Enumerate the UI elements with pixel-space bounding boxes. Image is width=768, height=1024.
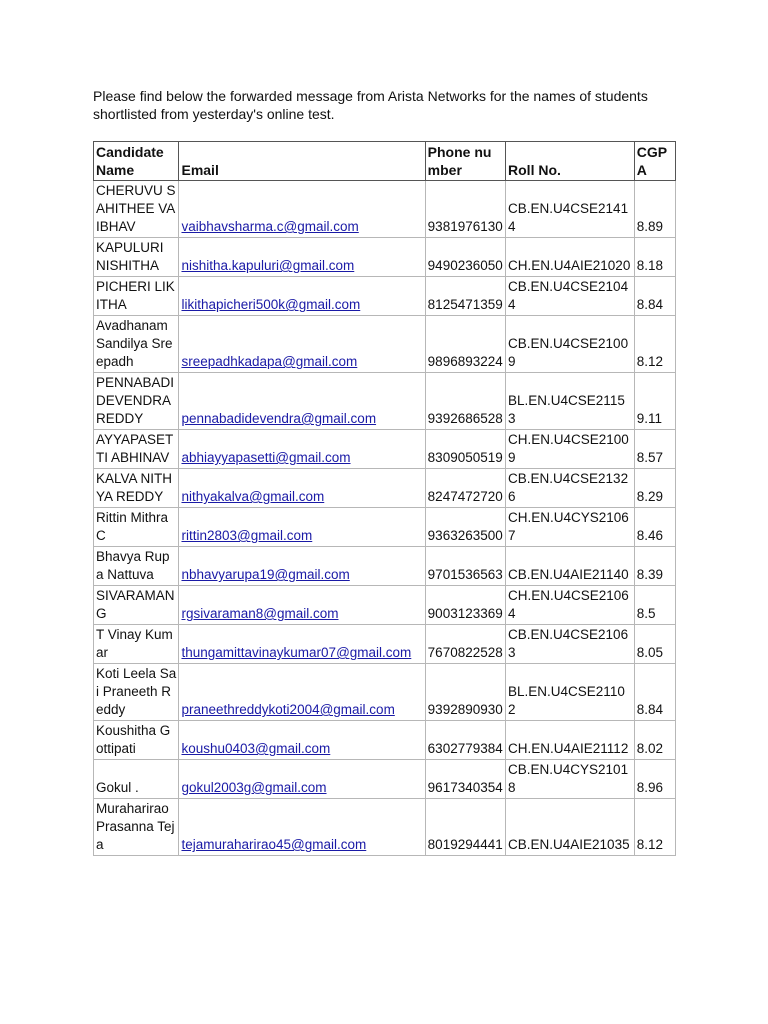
roll-number: CB.EN.U4CSE21326 <box>506 469 635 508</box>
cgpa-value: 8.12 <box>634 316 675 373</box>
table-row <box>94 430 676 469</box>
email-link[interactable]: nithyakalva@gmail.com <box>181 489 325 504</box>
roll-number: CH.EN.U4CSE21064 <box>506 586 635 625</box>
header-roll-no: Roll No. <box>506 142 635 181</box>
roll-number: CB.EN.U4AIE21035 <box>506 799 635 856</box>
cgpa-value: 8.02 <box>634 721 675 760</box>
table-row <box>94 625 676 664</box>
table-row <box>94 547 676 586</box>
roll-number: CB.EN.U4CYS21018 <box>506 760 635 799</box>
table-row <box>94 760 676 799</box>
table-row <box>94 586 676 625</box>
email-link[interactable]: praneethreddykoti2004@gmail.com <box>181 702 395 717</box>
table-row <box>94 277 676 316</box>
intro-text: Please find below the forwarded message from Arista Networks for the names of students shortlisted from yesterday's online test. <box>93 88 648 122</box>
phone-number: 9381976130 <box>425 181 505 238</box>
candidate-name: KALVA NITHYA REDDY <box>94 469 179 508</box>
candidate-name: T Vinay Kumar <box>94 625 179 664</box>
shortlist-table <box>93 141 676 856</box>
cgpa-value: 8.5 <box>634 586 675 625</box>
email-link[interactable]: likithapicheri500k@gmail.com <box>181 297 361 312</box>
cgpa-value: 8.84 <box>634 664 675 721</box>
header-phone-number: Phone number <box>425 142 505 181</box>
candidate-name: PICHERI LIKITHA <box>94 277 179 316</box>
cgpa-value: 8.46 <box>634 508 675 547</box>
cgpa-value: 8.39 <box>634 547 675 586</box>
phone-number: 8125471359 <box>425 277 505 316</box>
phone-number: 9363263500 <box>425 508 505 547</box>
table-row <box>94 316 676 373</box>
candidate-name: KAPULURI NISHITHA <box>94 238 179 277</box>
email-link[interactable]: vaibhavsharma.c@gmail.com <box>181 219 359 234</box>
table-row <box>94 664 676 721</box>
email-link[interactable]: gokul2003g@gmail.com <box>181 780 327 795</box>
roll-number: CB.EN.U4CSE21414 <box>506 181 635 238</box>
table-row <box>94 799 676 856</box>
cgpa-value: 8.84 <box>634 277 675 316</box>
cgpa-value: 8.57 <box>634 430 675 469</box>
email-link[interactable]: tejamuraharirao45@gmail.com <box>181 837 367 852</box>
phone-number: 8247472720 <box>425 469 505 508</box>
email-link[interactable]: pennabadidevendra@gmail.com <box>181 411 377 426</box>
roll-number: CH.EN.U4AIE21020 <box>506 238 635 277</box>
candidate-name: CHERUVU SAHITHEE VAIBHAV <box>94 181 179 238</box>
cgpa-value: 8.12 <box>634 799 675 856</box>
table-row <box>94 373 676 430</box>
header-email: Email <box>179 142 425 181</box>
roll-number: CB.EN.U4CSE21063 <box>506 625 635 664</box>
candidate-name: Rittin Mithra C <box>94 508 179 547</box>
email-link[interactable]: nishitha.kapuluri@gmail.com <box>181 258 355 273</box>
candidate-name: Koushitha Gottipati <box>94 721 179 760</box>
candidate-name: Bhavya Rupa Nattuva <box>94 547 179 586</box>
email-link[interactable]: thungamittavinaykumar07@gmail.com <box>181 645 412 660</box>
phone-number: 9896893224 <box>425 316 505 373</box>
phone-number: 6302779384 <box>425 721 505 760</box>
candidate-name: Gokul . <box>94 760 179 799</box>
candidate-name: Koti Leela Sai Praneeth Reddy <box>94 664 179 721</box>
phone-number: 9490236050 <box>425 238 505 277</box>
candidate-name: Avadhanam Sandilya Sreepadh <box>94 316 179 373</box>
table-row <box>94 181 676 238</box>
table-header-row <box>94 142 676 181</box>
table-row <box>94 508 676 547</box>
candidate-name: SIVARAMAN G <box>94 586 179 625</box>
cgpa-value: 8.05 <box>634 625 675 664</box>
email-link[interactable]: nbhavyarupa19@gmail.com <box>181 567 350 582</box>
cgpa-value: 8.29 <box>634 469 675 508</box>
roll-number: CB.EN.U4CSE21009 <box>506 316 635 373</box>
table-row <box>94 721 676 760</box>
phone-number: 9003123369 <box>425 586 505 625</box>
table-row <box>94 238 676 277</box>
email-link[interactable]: sreepadhkadapa@gmail.com <box>181 354 358 369</box>
phone-number: 9392890930 <box>425 664 505 721</box>
phone-number: 9392686528 <box>425 373 505 430</box>
header-cgpa: CGPA <box>634 142 675 181</box>
email-link[interactable]: rittin2803@gmail.com <box>181 528 313 543</box>
roll-number: BL.EN.U4CSE21153 <box>506 373 635 430</box>
email-link[interactable]: abhiayyapasetti@gmail.com <box>181 450 351 465</box>
roll-number: CH.EN.U4CSE21009 <box>506 430 635 469</box>
cgpa-value: 8.18 <box>634 238 675 277</box>
roll-number: CH.EN.U4CYS21067 <box>506 508 635 547</box>
roll-number: BL.EN.U4CSE21102 <box>506 664 635 721</box>
candidate-name: PENNABADI DEVENDRA REDDY <box>94 373 179 430</box>
cgpa-value: 8.96 <box>634 760 675 799</box>
email-link[interactable]: rgsivaraman8@gmail.com <box>181 606 339 621</box>
phone-number: 8309050519 <box>425 430 505 469</box>
phone-number: 7670822528 <box>425 625 505 664</box>
phone-number: 8019294441 <box>425 799 505 856</box>
table-row <box>94 469 676 508</box>
header-candidate-name: Candidate Name <box>94 142 179 181</box>
email-link[interactable]: koushu0403@gmail.com <box>181 741 331 756</box>
roll-number: CH.EN.U4AIE21112 <box>506 721 635 760</box>
candidate-name: AYYAPASETTI ABHINAV <box>94 430 179 469</box>
cgpa-value: 9.11 <box>634 373 675 430</box>
phone-number: 9701536563 <box>425 547 505 586</box>
cgpa-value: 8.89 <box>634 181 675 238</box>
phone-number: 9617340354 <box>425 760 505 799</box>
candidate-name: Muraharirao Prasanna Teja <box>94 799 179 856</box>
roll-number: CB.EN.U4AIE21140 <box>506 547 635 586</box>
roll-number: CB.EN.U4CSE21044 <box>506 277 635 316</box>
